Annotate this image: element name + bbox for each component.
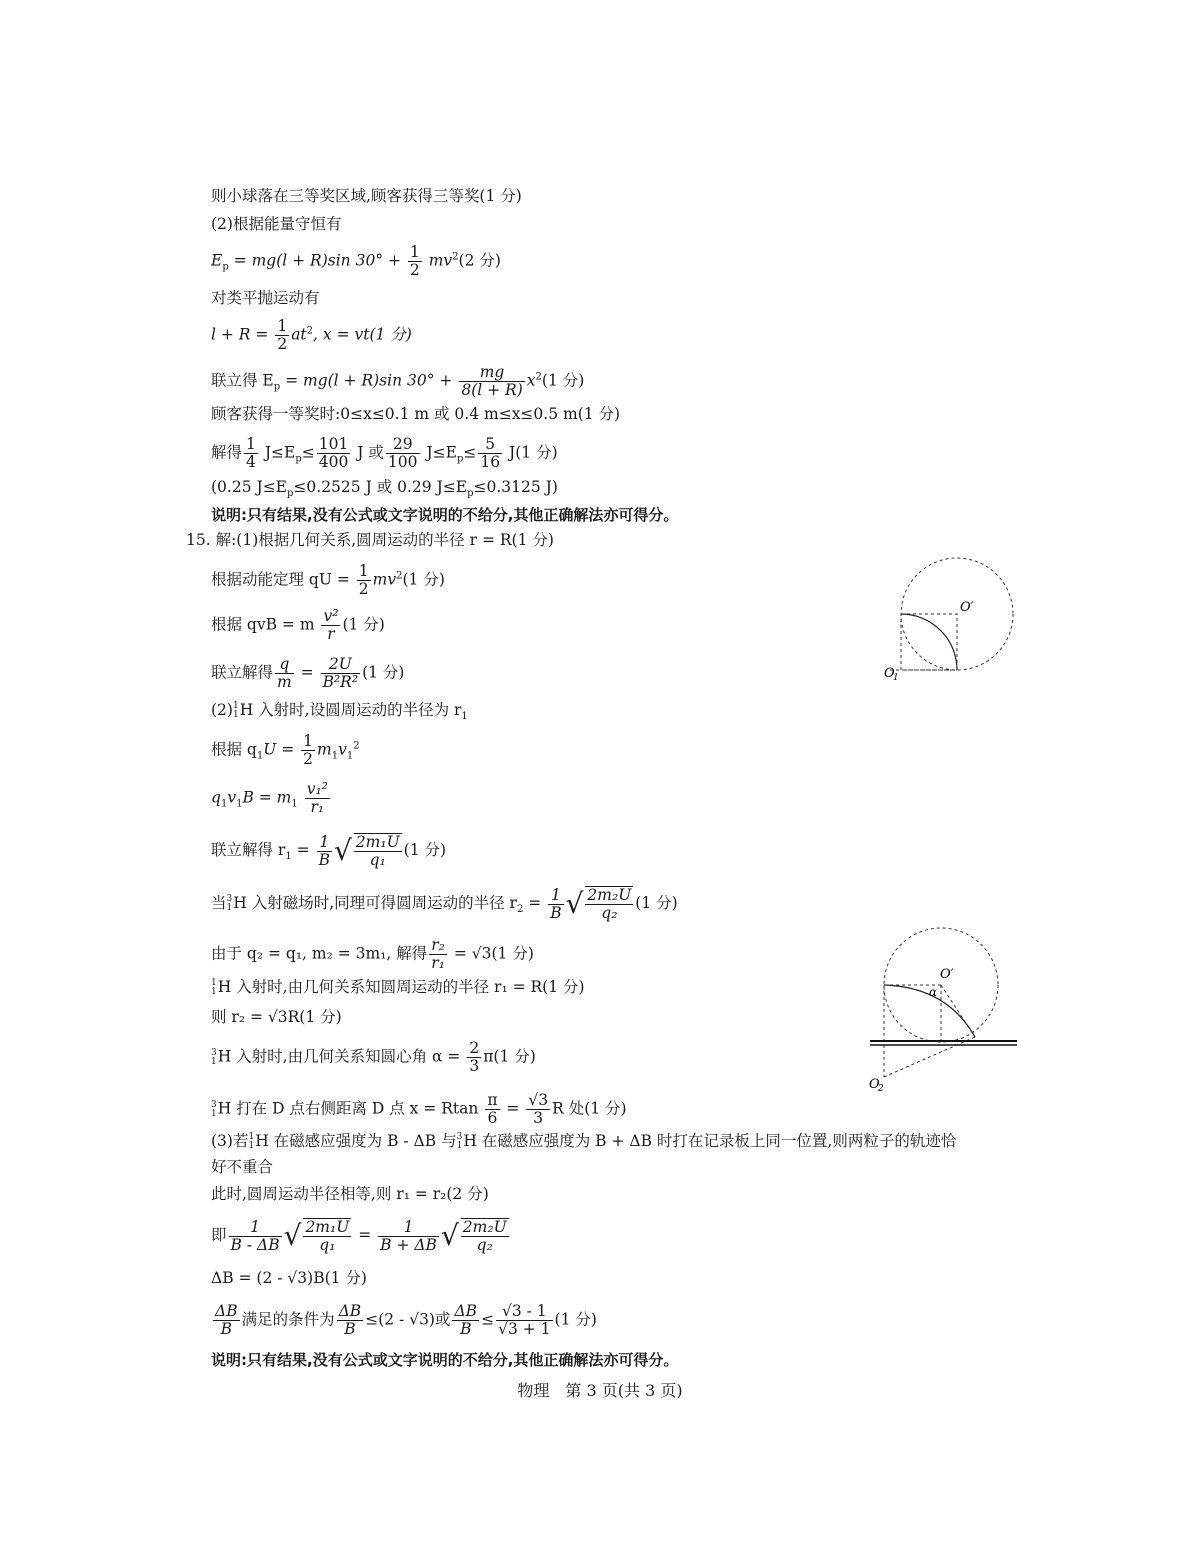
frac-num: ΔB: [454, 1302, 478, 1320]
eq-text: (0.25 J≤E: [211, 478, 288, 496]
eq-text: =: [291, 841, 315, 859]
isotope-mass: 3: [456, 1132, 463, 1142]
eq-text: ≤: [463, 443, 477, 462]
isotope-number: 1: [211, 1056, 217, 1067]
eq-score: (1 分): [402, 570, 445, 589]
eq-text: π(1 分): [483, 1047, 536, 1066]
frac-num: 29: [386, 436, 420, 454]
frac-num: 2: [469, 1039, 480, 1057]
fraction: [229, 1219, 282, 1254]
frac-num: 2m₁U: [355, 833, 400, 851]
eq-sub: p: [222, 261, 229, 273]
frac-num: 1: [317, 834, 332, 852]
isotope-number: 1: [226, 903, 233, 913]
frac-den: 400: [318, 453, 349, 471]
radical-sign: √: [565, 887, 584, 920]
eq-text: 根据 q: [211, 740, 257, 759]
eq-sub: 1: [236, 798, 243, 810]
note-scoring-1: 说明:只有结果,没有公式或文字说明的不给分,其他正确解法亦可得分。: [211, 506, 679, 524]
eq-text: =: [501, 1099, 525, 1118]
isotope-number: 1: [456, 1141, 463, 1151]
frac-num: 2m₂U: [587, 886, 632, 904]
eq-text: l + R =: [211, 325, 274, 344]
fraction: [478, 436, 502, 471]
frac-den: 100: [387, 453, 418, 471]
radical-sign: √: [440, 1219, 459, 1252]
frac-num: 1: [303, 732, 314, 750]
eq-sub: 1: [256, 750, 264, 762]
frac-num: 2U: [321, 656, 361, 674]
isotope-index: [457, 1133, 463, 1151]
eq-text: ≤(2 - √3)或: [365, 1310, 451, 1329]
frac-num: √3 - 1: [496, 1303, 552, 1321]
frac-den: 3: [533, 1109, 544, 1127]
equation-lorentz: [211, 608, 385, 643]
eq-text: 联立解得 r: [211, 841, 286, 859]
eq-sup: 2: [353, 740, 360, 752]
frac-den: m: [277, 673, 292, 691]
eq-score: (1 分): [541, 371, 585, 390]
eq-sub: 1: [331, 750, 339, 762]
eq-text: H 在磁感应强度为 B + ΔB 时打在记录板上同一位置,则两粒子的轨迹恰: [463, 1132, 957, 1150]
eq-score: (1 分): [342, 615, 385, 634]
diagram-circular-path-1: [880, 555, 1030, 685]
frac-num: 1: [409, 243, 420, 261]
fraction: [321, 656, 361, 691]
fraction: [244, 436, 258, 471]
dashed-square: [901, 614, 957, 670]
frac-den: 2: [277, 335, 288, 353]
eq-text: at: [291, 325, 307, 344]
isotope-index: [211, 979, 217, 997]
frac-num: mg: [459, 364, 524, 382]
fraction: [301, 733, 315, 768]
isotope-index: [211, 1101, 217, 1119]
eq-sub: 1: [461, 711, 468, 723]
fraction: [213, 1303, 240, 1338]
eq-sup: 2: [306, 325, 314, 337]
radicand: [585, 886, 633, 922]
fraction: [485, 1092, 499, 1127]
frac-den: B - ΔB: [230, 1235, 280, 1254]
frac-num: 1: [378, 1219, 439, 1237]
eq-text: H 入射磁场时,同理可得圆周运动的半径 r: [233, 894, 517, 912]
eq-score: (2 分): [458, 251, 501, 270]
isotope-number: 1: [248, 1141, 255, 1151]
isotope-mass: 3: [226, 894, 233, 904]
eq-text: 根据动能定理 qU =: [211, 570, 355, 589]
radical-sign: √: [333, 834, 352, 867]
fraction: [386, 436, 420, 471]
fraction: [548, 887, 563, 922]
frac-den: r₁: [310, 798, 325, 816]
eq-text: mv: [372, 570, 397, 589]
equation-kinetic-energy: [211, 563, 445, 598]
eq-text: q: [211, 788, 221, 807]
frac-num: 1: [246, 435, 256, 453]
eq-text: 即: [211, 1226, 227, 1244]
fraction: [526, 1092, 550, 1127]
frac-den: 2: [358, 580, 369, 598]
fraction: [357, 563, 371, 598]
frac-den: r₁: [431, 954, 445, 972]
eq-text: 根据 qvB = m: [211, 615, 320, 634]
frac-den: 2: [303, 750, 314, 768]
eq-text: H 在磁感应强度为 B - ΔB 与: [255, 1132, 457, 1150]
equation-h1-lorentz: [211, 781, 332, 816]
frac-den: q₁: [369, 851, 386, 869]
isotope-mass: 1: [248, 1132, 255, 1142]
isotope-mass: 3: [211, 1047, 217, 1058]
label-origin-sub: 2: [878, 1084, 884, 1094]
eq-text: x: [526, 371, 536, 390]
line-h1-radius: [211, 700, 468, 727]
eq-sub: p: [467, 488, 474, 500]
label-origin: O: [884, 666, 895, 681]
frac-den: 2: [409, 261, 420, 279]
equation-radii-equal: [211, 1218, 511, 1254]
fraction: [408, 244, 422, 279]
label-origin: O: [869, 1077, 880, 1092]
eq-text: B = m: [242, 788, 292, 807]
frac-den: 3: [469, 1057, 480, 1075]
eq-text: =: [295, 663, 319, 682]
label-center: O′: [960, 600, 974, 615]
fraction: [496, 1303, 552, 1338]
line-first-prize: 顾客获得一等奖时:0≤x≤0.1 m 或 0.4 m≤x≤0.5 m(1 分): [211, 405, 621, 423]
isotope-number: 1: [232, 710, 239, 720]
frac-den: B²R²: [322, 673, 359, 691]
fraction: [275, 318, 289, 353]
eq-text: ≤0.2525 J 或 0.29 J≤E: [293, 478, 468, 496]
square-root: [566, 886, 636, 922]
eq-sub: 1: [220, 798, 228, 810]
fraction: [378, 1219, 439, 1254]
frac-den: B: [460, 1320, 472, 1338]
frac-num: ΔB: [215, 1302, 238, 1320]
equation-r2: [211, 886, 678, 922]
fraction: [317, 834, 332, 869]
frac-num: 1: [358, 562, 369, 580]
square-root: [284, 1218, 354, 1254]
radicand: [354, 833, 402, 869]
fraction: [337, 1303, 364, 1338]
frac-den: r: [327, 625, 335, 643]
eq-text: J≤E: [259, 443, 296, 462]
eq-text: 当: [211, 894, 227, 912]
frac-den: B: [344, 1320, 356, 1338]
frac-den: 16: [480, 453, 501, 471]
equation-combined: [211, 364, 584, 399]
label-origin-sub: 1: [893, 673, 899, 683]
frac-den: q₁: [319, 1236, 336, 1254]
eq-text: mv: [423, 251, 453, 270]
eq-text: U =: [263, 740, 300, 759]
frac-den: B: [220, 1320, 232, 1338]
frac-num: 1: [277, 317, 288, 335]
equation-condition: [211, 1303, 597, 1338]
eq-text: v: [338, 740, 347, 759]
eq-text: H 入射时,设圆周运动的半径为 r: [239, 701, 462, 719]
eq-symbol: E: [211, 251, 223, 270]
eq-score: (1 分): [554, 1310, 597, 1329]
eq-text: 由于 q₂ = q₁, m₂ = 3m₁, 解得: [211, 944, 428, 963]
eq-text: = mg(l + R)sin 30° +: [228, 251, 406, 270]
eq-sub: 1: [291, 798, 298, 810]
eq-text: = √3(1 分): [448, 944, 534, 963]
isotope-number: 1: [211, 987, 217, 997]
dashed-line: [884, 1037, 975, 1077]
frac-den: B: [550, 903, 562, 922]
eq-text: m: [317, 740, 332, 759]
frac-den: 4: [246, 453, 256, 471]
eq-sub: 2: [516, 904, 524, 916]
eq-sub: 1: [346, 750, 354, 762]
isotope-index: [211, 1049, 217, 1067]
eq-text: ≤0.3125 J): [473, 478, 558, 496]
eq-text: ≤: [481, 1310, 495, 1329]
frac-num: 2m₂U: [462, 1218, 507, 1236]
eq-score: (1 分): [362, 663, 405, 682]
frac-num: 1: [229, 1219, 282, 1237]
eq-text: =: [523, 894, 547, 912]
eq-sub: p: [287, 488, 294, 500]
trajectory-arc: [901, 614, 957, 670]
frac-num: π: [487, 1091, 498, 1109]
eq-text: H 打在 D 点右侧距离 D 点 x = Rtan: [217, 1099, 484, 1118]
frac-den: 8(l + R): [461, 381, 523, 399]
note-scoring-2: 说明:只有结果,没有公式或文字说明的不给分,其他正确解法亦可得分。: [211, 1351, 679, 1369]
eq-text: =: [353, 1226, 377, 1244]
eq-text: 满足的条件为: [241, 1310, 335, 1329]
square-root: [334, 833, 404, 869]
eq-text: , x = vt(1 分): [313, 325, 412, 344]
page-footer: 物理 第 3 页(共 3 页): [517, 1381, 683, 1400]
frac-num: 1: [548, 887, 563, 905]
equation-solution-range: [211, 436, 558, 471]
frac-num: q: [275, 656, 294, 674]
equation-ep: [211, 244, 501, 279]
fraction: [452, 1303, 479, 1338]
line-h1-geometry: [211, 977, 585, 997]
frac-den: B: [318, 850, 330, 869]
fraction: [275, 656, 294, 691]
fraction: [317, 436, 351, 471]
eq-sub: p: [295, 453, 302, 465]
frac-num: 5: [478, 436, 502, 454]
eq-sub: p: [273, 381, 281, 393]
eq-score: (1 分): [635, 894, 678, 912]
diagram-circular-path-2: [862, 925, 1032, 1095]
radical-sign: √: [283, 1219, 302, 1252]
isotope-index: [248, 1133, 254, 1151]
frac-num: √3: [528, 1091, 549, 1109]
frac-den: q₂: [601, 904, 618, 922]
eq-sup: 2: [396, 570, 403, 582]
line-decimal-range: [211, 477, 558, 504]
isotope-mass: 1: [211, 978, 217, 988]
frac-num: ΔB: [338, 1302, 362, 1320]
eq-text: 联立解得: [211, 663, 274, 682]
eq-text: R 处(1 分): [552, 1099, 627, 1118]
label-center: O′: [940, 967, 954, 982]
frac-num: 101: [318, 435, 349, 453]
square-root: [441, 1218, 511, 1254]
fraction: [429, 937, 447, 972]
frac-num: 2m₁U: [305, 1218, 350, 1236]
eq-sup: 2: [535, 371, 542, 383]
line-energy-conservation: (2)根据能量守恒有: [211, 215, 342, 233]
eq-text: J≤E: [421, 443, 457, 462]
eq-text: H 入射时,由几何关系知圆周运动的半径 r₁ = R(1 分): [217, 978, 585, 996]
frac-den: q₂: [476, 1236, 493, 1254]
equation-r1: [211, 833, 446, 869]
fraction: [305, 781, 330, 816]
radicand: [461, 1218, 509, 1254]
isotope-number: 1: [211, 1108, 217, 1119]
fraction: [321, 608, 340, 643]
eq-score: (1 分): [403, 841, 447, 859]
line-part3: [211, 1131, 956, 1151]
eq-text: (3)若: [211, 1132, 249, 1150]
fraction: [467, 1040, 481, 1075]
frac-den: √3 + 1: [498, 1320, 551, 1338]
label-angle: α: [929, 985, 938, 999]
frac-den: 6: [487, 1109, 498, 1127]
eq-text: v: [227, 788, 237, 807]
isotope-index: [227, 895, 233, 913]
eq-sub: 1: [285, 851, 292, 863]
eq-text: J(1 分): [504, 443, 558, 462]
equation-charge-mass: [211, 656, 404, 691]
isotope-mass: 3: [211, 1099, 217, 1110]
eq-text: (2): [211, 701, 233, 719]
eq-text: 解得: [211, 443, 243, 462]
frac-num: v²: [323, 607, 339, 625]
eq-sub: p: [456, 453, 464, 465]
isotope-index: [233, 702, 239, 720]
line-radii-equal: 此时,圆周运动半径相等,则 r₁ = r₂(2 分): [211, 1185, 489, 1203]
eq-text: J 或: [352, 443, 384, 462]
radicand: [303, 1218, 351, 1254]
fraction: [459, 364, 524, 399]
equation-h1-energy: [211, 733, 360, 768]
equation-projectile: [211, 318, 412, 353]
frac-num: v₁²: [306, 780, 328, 798]
line-h3-angle: [211, 1040, 536, 1075]
line-r2-value: 则 r₂ = √3R(1 分): [211, 1008, 342, 1026]
line-third-prize: 则小球落在三等奖区域,顾客获得三等奖(1 分): [211, 187, 522, 205]
line-projectile: 对类平抛运动有: [211, 289, 320, 307]
line-part3-cont: 好不重合: [211, 1158, 274, 1176]
line-h3-position: [211, 1092, 627, 1127]
eq-text: ≤: [301, 443, 315, 462]
eq-sup: 2: [452, 251, 459, 263]
eq-text: H 入射时,由几何关系知圆心角 α =: [217, 1047, 466, 1066]
frac-den: B + ΔB: [380, 1235, 437, 1254]
equation-delta-b: ΔB = (2 - √3)B(1 分): [211, 1269, 367, 1287]
equation-ratio: [211, 937, 534, 972]
isotope-mass: 1: [232, 701, 239, 711]
question-15-heading: 15. 解:(1)根据几何关系,圆周运动的半径 r = R(1 分): [186, 531, 554, 549]
eq-text: 联立得 E: [211, 371, 274, 390]
eq-text: = mg(l + R)sin 30° +: [280, 371, 458, 390]
frac-num: r₂: [431, 936, 445, 954]
